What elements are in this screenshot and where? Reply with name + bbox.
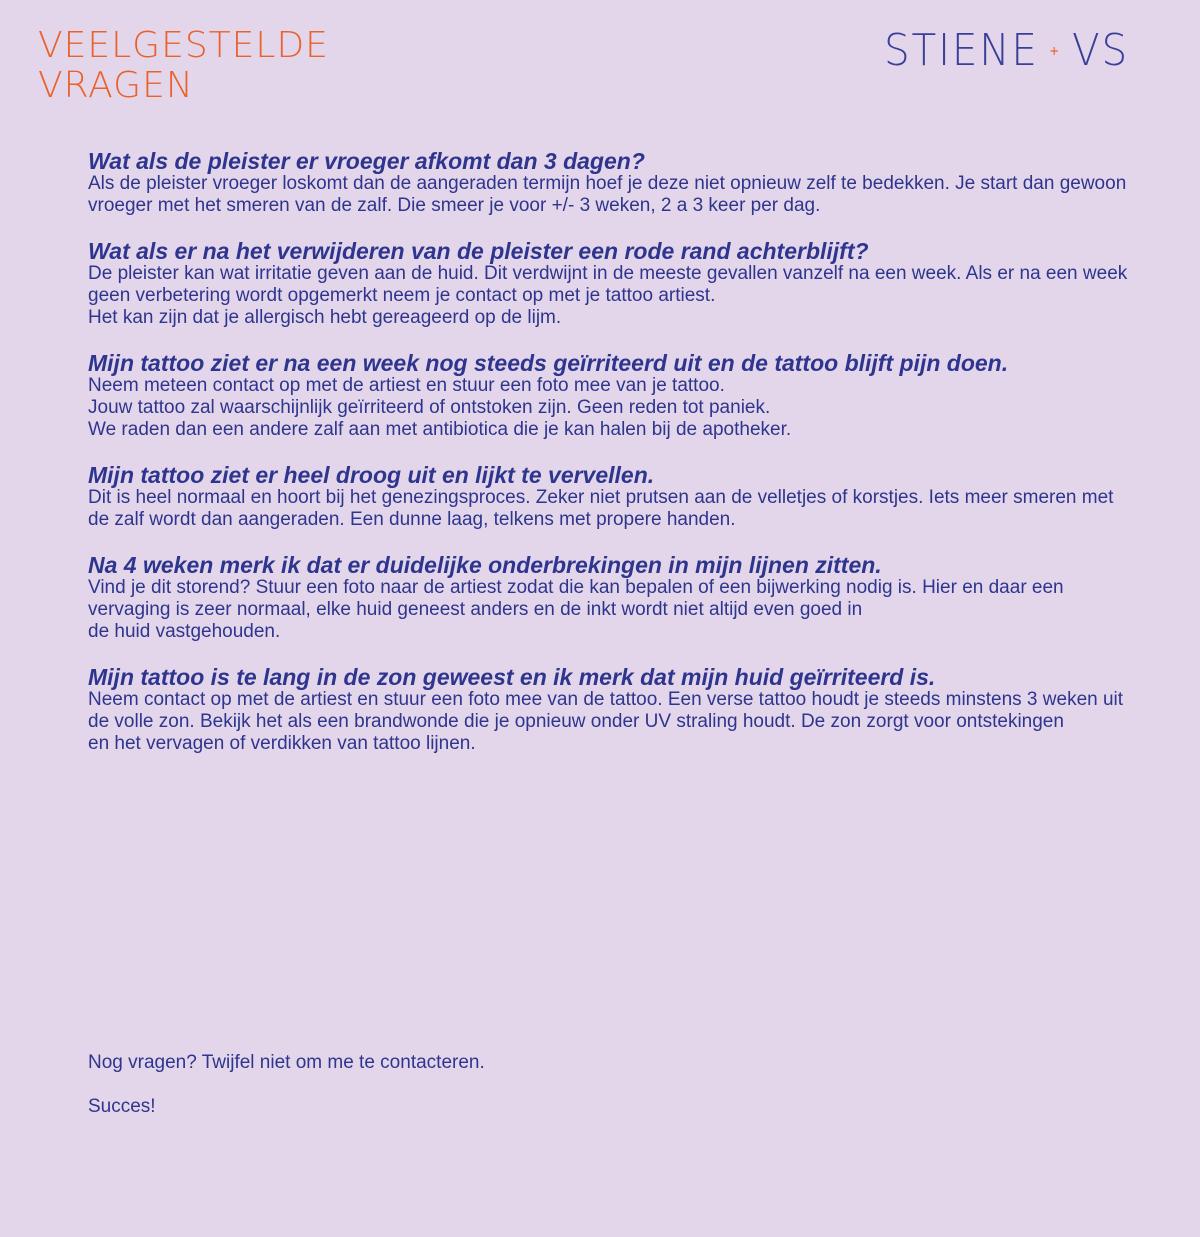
faq-answer-line: De pleister kan wat irritatie geven aan de huid. Dit verdwijnt in de meeste gevallen vanzelf na een week. Als er na een week geen verbetering wordt opgemerkt neem je contact op met je tattoo artiest. bbox=[88, 263, 1128, 306]
faq-answer-line: Neem contact op met de artiest en stuur een foto mee van de tattoo. Een verse tattoo houdt je steeds minstens 3 weken uit de volle zon. Bekijk het als een brandwonde die je opnieuw onder UV straling houdt. De zon zorgt voor ontstekingen bbox=[88, 689, 1124, 732]
faq-answer bbox=[88, 689, 1128, 755]
plus-icon bbox=[1050, 46, 1059, 56]
contact-note: Nog vragen? Twijfel niet om me te contacteren. bbox=[88, 1052, 485, 1073]
faq-item bbox=[88, 464, 1128, 531]
brand-logo-left: STIENE bbox=[884, 25, 1039, 76]
faq-answer bbox=[88, 375, 1128, 441]
faq-answer-line: en het vervagen of verdikken van tattoo lijnen. bbox=[88, 733, 476, 754]
faq-item bbox=[88, 666, 1128, 755]
brand-logo-right: VS bbox=[1071, 25, 1130, 76]
faq-answer-line: Neem meteen contact op met de artiest en stuur een foto mee van je tattoo. bbox=[88, 375, 725, 396]
page-title bbox=[38, 26, 329, 106]
faq-answer-line: Het kan zijn dat je allergisch hebt gereageerd op de lijm. bbox=[88, 307, 562, 328]
faq-question: Mijn tattoo is te lang in de zon geweest en ik merk dat mijn huid geïrriteerd is. bbox=[88, 664, 936, 690]
closing-section bbox=[88, 1052, 485, 1140]
faq-item bbox=[88, 352, 1128, 441]
faq-item bbox=[88, 150, 1128, 217]
faq-answer bbox=[88, 577, 1128, 643]
page-title-line-1: VEELGESTELDE bbox=[38, 25, 329, 66]
faq-question: Mijn tattoo ziet er heel droog uit en lijkt te vervellen. bbox=[88, 462, 655, 488]
page-title-line-2: VRAGEN bbox=[38, 65, 194, 106]
faq-answer bbox=[88, 173, 1128, 217]
faq-question: Wat als er na het verwijderen van de pleister een rode rand achterblijft? bbox=[88, 238, 869, 264]
faq-answer-line: Jouw tattoo zal waarschijnlijk geïrriteerd of ontstoken zijn. Geen reden tot paniek. bbox=[88, 397, 771, 418]
faq-list bbox=[88, 150, 1128, 778]
faq-answer-line: Vind je dit storend? Stuur een foto naar de artiest zodat die kan bepalen of een bijwerking nodig is. Hier en daar een vervaging is zeer normaal, elke huid geneest anders en de inkt wordt niet altijd even goed in bbox=[88, 577, 1064, 620]
faq-answer bbox=[88, 263, 1128, 329]
goodbye-note: Succes! bbox=[88, 1096, 156, 1117]
faq-question: Wat als de pleister er vroeger afkomt dan 3 dagen? bbox=[88, 148, 645, 174]
faq-item bbox=[88, 240, 1128, 329]
faq-answer-line: de huid vastgehouden. bbox=[88, 621, 281, 642]
faq-question: Mijn tattoo ziet er na een week nog steeds geïrriteerd uit en de tattoo blijft pijn doen. bbox=[88, 350, 1009, 376]
faq-answer-line: We raden dan een andere zalf aan met antibiotica die je kan halen bij de apotheker. bbox=[88, 419, 792, 440]
faq-answer-line: Dit is heel normaal en hoort bij het genezingsproces. Zeker niet prutsen aan de velletjes of korstjes. Iets meer smeren met de zalf wordt dan aangeraden. Een dunne laag, telkens met propere handen. bbox=[88, 487, 1114, 530]
faq-answer-line: Als de pleister vroeger loskomt dan de aangeraden termijn hoef je deze niet opnieuw zelf te bedekken. Je start dan gewoon vroeger met het smeren van de zalf. Die smeer je voor +/- 3 weken, 2 a 3 keer per dag. bbox=[88, 173, 1127, 216]
faq-answer bbox=[88, 487, 1128, 531]
faq-question: Na 4 weken merk ik dat er duidelijke onderbrekingen in mijn lijnen zitten. bbox=[88, 552, 882, 578]
brand-logo bbox=[884, 26, 1129, 76]
faq-item bbox=[88, 554, 1128, 643]
